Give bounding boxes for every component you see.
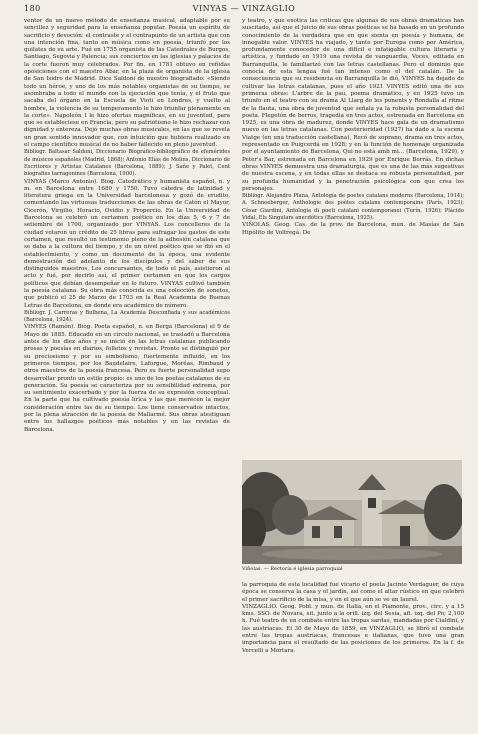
entry-vinolas: VIÑOLAS. Geog. Cas. de la prov. de Barcelona, mun. de Masías de San Hipólito de Voltregá. De (242, 222, 464, 236)
running-header (24, 4, 464, 16)
photo-caption: Viñolas. — Rectoría é iglesia parroquial (242, 566, 343, 572)
bibliography-carreras: Bibliogr. J. Carreras y Bulbena, La Academia Desconfiada y sus académicos (Barcelona, 1924). (24, 309, 230, 324)
right-column-top (242, 18, 464, 454)
church-photograph (242, 460, 462, 564)
entry-vinolas-continued: la parroquia de esta localidad fué vicario el poeta Jacinto Verdaguer, de cuya época se conserva la casa y el jardín, así como el altar rústico en que celebró el primer sacrificio de la misa, y en el que aún se ve un laurel. (242, 582, 464, 603)
right-column-bottom (242, 582, 464, 726)
bibliography-plana: Bibliogr. Alejandro Plana, Antología de poetes catalans moderns (Barcelona, 1914); A. Schneeberger, Anthologie des poètes catalans contemporains (París, 1923); César Giardini, Antologia di poeti catalani contemporanei (Turín, 1926); Plácido Vidal, Els Singulars anecdòtics (Barcelona, 1925). (242, 193, 464, 222)
bibliography-saldoni: Bibliogr. Baltasar Saldoni, Diccionario Biográfico-bibliográfico de efemérides de músicos españoles (Madrid, 1868); Antonio Elías de Molins, Diccionario de Escritores y Artistas Catalanes (Barcelona, 1889); J. Sañe y Palet, Cent biografies tarragonines (Barcelona, 1900). (24, 149, 230, 178)
running-head: VINYAS — VINZAGLIO (192, 4, 296, 13)
page-number: 180 (24, 4, 41, 13)
entry-vinyes-ramon: VINYES (Ramón). Biog. Poeta español, n. en Berga (Barcelona) el 9 de Mayo de 1885. Educado en un círculo nacional, se trasladó a Barcelona antes de los diez años y se inició en las letras catalanas publicando prosas y poesías en diarios, folletos y revistas. Pronto se distinguió por su preciosismo y por su simbolismo, fuertemente influido, en los primeros tiempos, por los Baudelaire, Laforgue, Moréas, Rimbaud y otros maestros de la poesía francesa. Pero su fuerte personalidad supo desarrollar pronto un estilo propio: es uno de los poetas catalanes de su generación. Su poesía se caracteriza por su sensibilidad extrema, por su sentimiento exacerbado y por la fuerza de su expresión conceptual. En la parte que ha cultivado poesía lírica y las que merecen la mejor consideración entre las de su tiempo. Los tiene conservados intactos, por la plena atracción de la poesía de Mallarmé. Sus obras atestiguan entre los hallazgos poéticos más notables y en las revistas de Barcelona. (24, 324, 230, 433)
entry-vinyes-continued: y teatro, y que exotica las críticas que algunas de sus obras dramáticas han suscitado, así que el juicio de sus obras poéticas se ha basado en un profundo conocimiento de la verdadera que en que sienta en poesía y humana, de innegable valor. VINYES ha viajado, y tanto por Europa como por América, profundamente conocedor de una difícil e infatigable cultura literaria y artística, y fundado en 1919 una revista de vanguardia, Voces, editada en Barranquilla, le familiarizó con las letras castellanas. Pero el dominio que conocía de esta lengua fué tan intenso como el del catalán. De la consecuencia que su residencia en Barranquilla le dió, VINYES ha dejado de cultivar las letras catalanas, pues el año 1921 VINYES editó una de sus primeras obras: L'arbre de la pau, poema dramático, y en 1925 tuvo un triunfo en el teatro con su drama Al Llarg de les ponents y Rondalla al ritme de la flauta, una obra de juventud que señala ya la robusta personalidad del poeta. Flegetón de berros, tragedia en tres actos, estrenada en Barcelona en 1925, es una obra de madurez, donde VINYES hace gala de un dramatismo nuevo en las letras catalanas. Con posterioridad (1927) ha dado a la escena Viatge (en una traducción castellana), Recó de soprano, drama en tres actos, representado en Puigcerdá en 1928; y en la función de homenaje organizada por el ayuntamiento de Barcelona, Qui no està amb mi... (Barcelona, 1929), y Peter's Bar, estrenada en Barcelona en 1929 por Enrique Borrás. En dichas obras VINYES demuestra una dramaturgia, que es una de las más sugestivas de nuestra escena, y en todas ellas se destaca su robusta personalidad, por su profunda humanidad y la penetración psicológica con que crea los personajes. (242, 18, 464, 192)
left-column (24, 18, 230, 726)
entry-vinzaglio: VINZAGLIO. Geog. Pobl. y mun. de Italia, en el Piamonte, prov., circ. y a 15 kms. SSO. de Novara, sit. junto a la orill. izq. del Sesia, afl. izq. del Po; 2,100 h. Fué teatro de un combate entre las tropas sardas, mandadas por Cialdini, y las austríacas. El 30 de Mayo de 1859, en VINZAGLIO, se libró el combate entre las tropas austríacas, francesas e italianas, que tuvo una gran importancia para el resultado de las posiciones de los primeros. En la f. de Vercelli a Mortara. (242, 603, 464, 654)
entry-text-vinyas-continued: ventor de un nuevo método de enseñanza musical, adaptable por su sencillez y seguridad para la enseñanza popular. Poesía un espíritu de sacrificio y devoción: el contraste y el contrapunto de un artista que con una intención fina, tanto en música como en poesía, triunfó por los quilates de su arte. Fué en 1755 organista de las Catedrales de Burgos, Santiago, Segovia y Palencia; sus conciertos en las iglesias y palacios de la corte fueron muy celebrados. Por fin, en 1781 obtuvo en reñidas oposiciones con el maestro Abar, en la plaza de organista de la iglesia de San Isidro de Madrid. Dice Saldoni de nuestro biografiado: «Siendo todo un héroe, y uno de los más notables organistas de su tiempo, se asombraba a todo el mundo con la ejecución que tenía, y el fruto que sacaba del órgano en la Escuela de Vioti en Londres, y vuelto al hombre, la violencia de su temperamento le hizo triunfar plenamente en la corte». Napoleón I le hizo ofertas magníficas, en su juventud, para que se estableciese en Francia, pero su patriotismo le hizo rechazar con dignidad y entereza. Dejó muchas obras musicales, en las que se revela un gran sentido innovador que, con intuición que hubiera realizado en el campo científico musical de no haber fallecido en pleno juventud. (24, 18, 230, 149)
church-illustration (242, 460, 462, 564)
entry-vinyas-marco-antonio: VINYAS (Marco Antonio). Biog. Catedrático y humanista español, n. y m. en Barcelona entre 1680 y 1750. Tuvo cátedra de latinidad y literatura griega en la Universidad barcelonesa y gozó de erudito, comentando las virtuosas traducciones de las obras de Catón el Mayor, Cicerón, Virgilio, Horacio, Ovidio y Propercio. En la Universidad de Barcelona se celebró un certamen poético en los días 5, 6 y 7 de setiembre de 1700, organizado por VINYAS. Los concelleres de la ciudad votaron un crédito de 25 libras para sufragar los gastos de este certamen, que resultó un testimonio pleno de la adhesión catalana que se daba a la cultura del tiempo, y de un nivel poético que se dió en el establecimiento, y como un documento de la época, una evidente demostración del adelanto de los discípulos y del saber de sus distinguidos maestros. Los concursantes, de todo el país, asistieron al acto y fué, por decirlo así, el primer certamen en que los cargos políticos que debían desempeñar en lo futuro. VINYAS cultivó también la poesía catalana. Su obra más conocida es una colección de sonetos, que publicó el 25 de Marzo de 1703 en la Real Academia de Buenas Letras de Barcelona, en donde era académico de número. (24, 178, 230, 309)
